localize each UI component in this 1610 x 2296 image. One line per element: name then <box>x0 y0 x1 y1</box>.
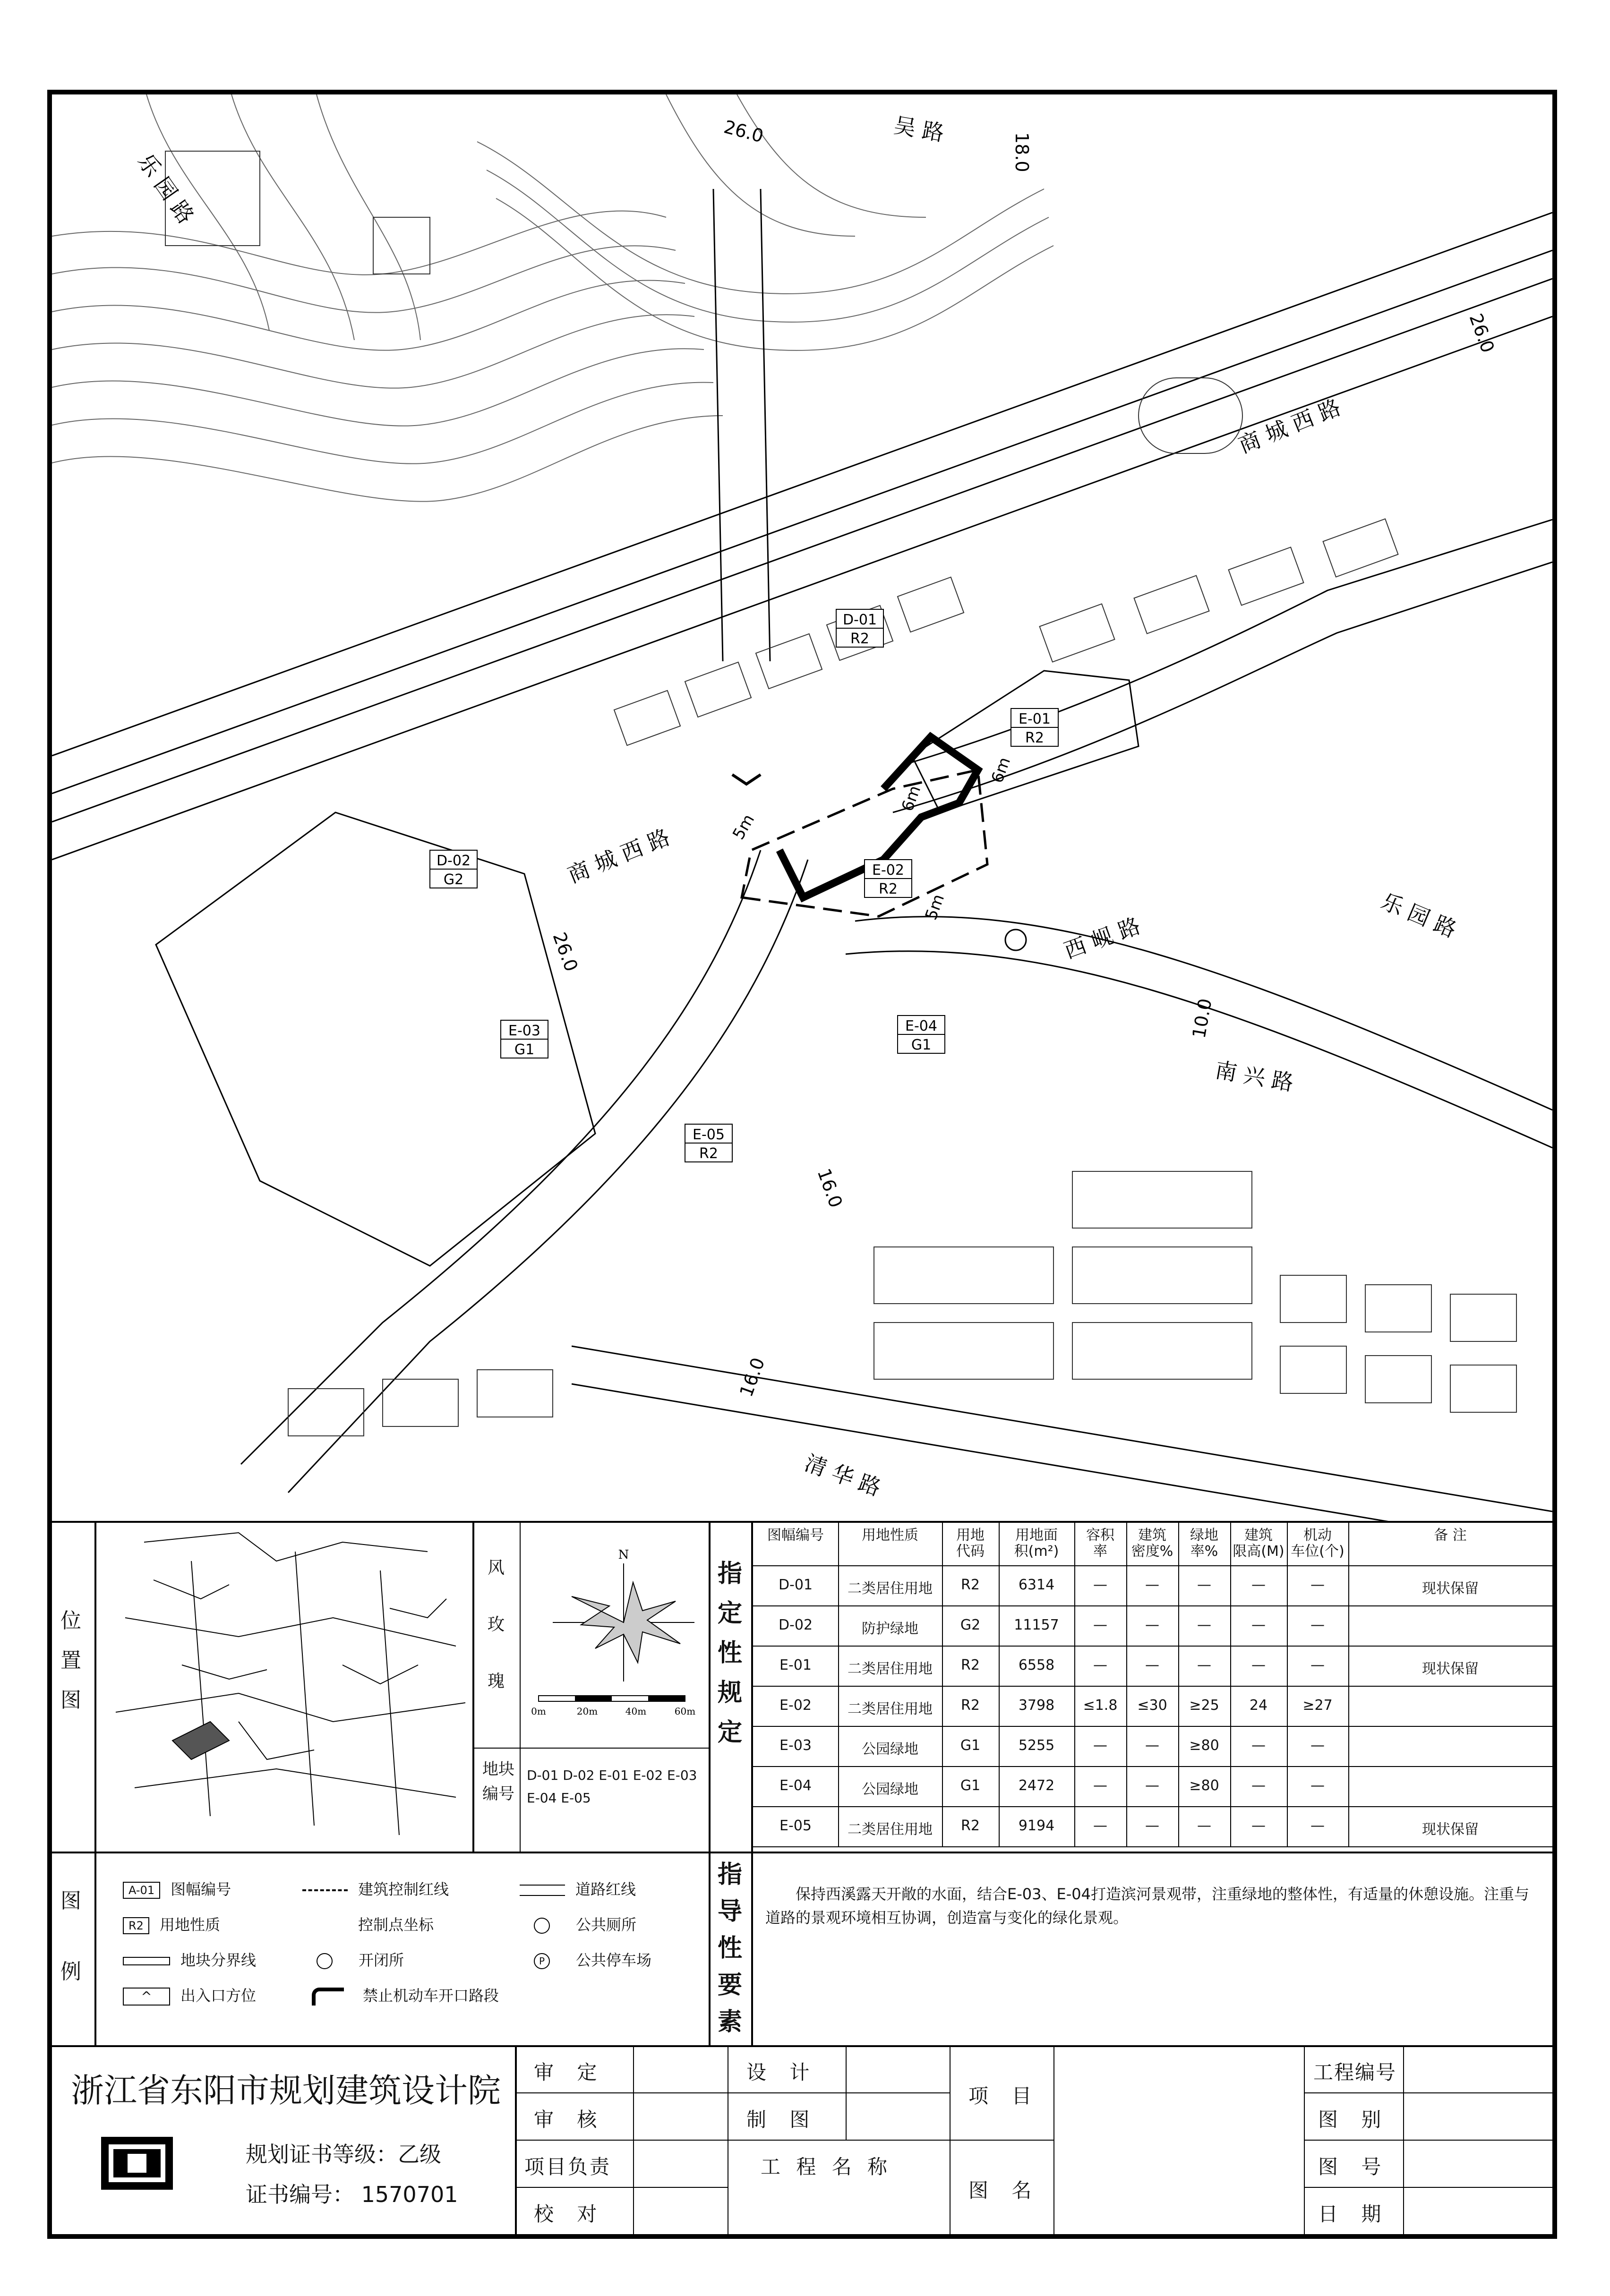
tb-row-1 <box>515 2092 950 2093</box>
table-cell: — <box>1145 1617 1159 1633</box>
table-cell: — <box>1093 1577 1107 1593</box>
tb-row-2 <box>515 2140 1053 2141</box>
table-cell: D-02 <box>778 1617 813 1633</box>
wind-rose <box>524 1526 709 1743</box>
table-cell: G1 <box>960 1777 981 1794</box>
svg-text:G1: G1 <box>911 1037 932 1053</box>
table-col-line <box>1230 1523 1231 1846</box>
table-cell: ≥80 <box>1189 1777 1219 1794</box>
table-col-line <box>1348 1523 1349 1846</box>
table-cell: G1 <box>960 1737 981 1754</box>
scale-bar <box>531 1696 695 1717</box>
road-label-qinghua: 清 华 路 <box>801 1450 884 1501</box>
table-cell: ≤30 <box>1137 1697 1167 1714</box>
table-cell: R2 <box>961 1657 980 1673</box>
svg-text:E-03: E-03 <box>508 1023 540 1039</box>
tb-divider-5 <box>950 2045 951 2236</box>
legend-entrance: ^ 出入口方位 <box>123 1984 256 2006</box>
table-cell: 6558 <box>1018 1657 1055 1673</box>
tb-row-3 <box>515 2187 728 2188</box>
parcel-list-divider <box>472 1748 709 1749</box>
table-cell: 现状保留 <box>1422 1821 1479 1838</box>
svg-text:20m: 20m <box>576 1706 598 1717</box>
table-cell: — <box>1310 1577 1325 1593</box>
wind-rose-label: 风 玫 瑰 <box>487 1558 505 1691</box>
tb-project-name: 工 程 名 称 <box>761 2155 892 2178</box>
svg-text:E-05: E-05 <box>693 1127 725 1143</box>
table-cell: — <box>1093 1818 1107 1834</box>
tb-row-5 <box>1304 2140 1552 2141</box>
institute-name: 浙江省东阳市规划建筑设计院 <box>71 2071 501 2110</box>
location-inset-svg <box>97 1523 470 1849</box>
svg-text:R2: R2 <box>699 1145 718 1162</box>
table-cell: 现状保留 <box>1422 1580 1479 1597</box>
table-cell: 防护绿地 <box>862 1621 918 1637</box>
road-labels <box>133 112 1460 1501</box>
road-label-nanxing: 南 兴 路 <box>1213 1057 1296 1096</box>
table-cell: — <box>1197 1577 1211 1593</box>
tb-figure-name: 图 名 <box>968 2179 1040 2202</box>
svg-text:D-02: D-02 <box>436 853 471 869</box>
table-cell: 9194 <box>1018 1818 1055 1834</box>
tb-row-6 <box>1304 2187 1552 2188</box>
table-cell: — <box>1251 1777 1266 1794</box>
svg-text:R2: R2 <box>879 881 898 897</box>
table-cell: — <box>1145 1737 1159 1754</box>
table-cell: ≥27 <box>1302 1697 1333 1714</box>
table-row-line <box>753 1806 1552 1807</box>
table-cell: E-05 <box>779 1818 812 1834</box>
table-header-cell: 机动 车位(个) <box>1291 1527 1345 1560</box>
table-cell: E-02 <box>779 1697 812 1714</box>
svg-text:10.0: 10.0 <box>1188 997 1216 1040</box>
tb-category: 图 别 <box>1318 2108 1390 2131</box>
cert-level: 规划证书等级：乙级 <box>246 2142 441 2167</box>
map-svg <box>52 94 1552 1521</box>
tb-divider-6 <box>1053 2045 1054 2236</box>
parcel-list-label: 地块 编号 <box>482 1760 514 1803</box>
switching-station-icon <box>317 1953 333 1969</box>
legend-top-line <box>52 1852 1552 1853</box>
table-cell: 二类居住用地 <box>848 1821 933 1838</box>
legend-sheet-number: A-01 图幅编号 <box>123 1878 231 1899</box>
table-cell: — <box>1197 1617 1211 1633</box>
legend-land-use: R2 用地性质 <box>123 1913 220 1935</box>
svg-text:6m: 6m <box>987 754 1015 786</box>
table-cell: 公园绿地 <box>862 1741 918 1758</box>
table-col-line <box>1074 1523 1075 1846</box>
svg-text:16.0: 16.0 <box>736 1355 769 1400</box>
table-header-cell: 用地面 积(m²) <box>1014 1527 1059 1560</box>
table-cell: ≥80 <box>1189 1737 1219 1754</box>
table-cell: — <box>1310 1818 1325 1834</box>
table-cell: 二类居住用地 <box>848 1661 933 1677</box>
tb-divider-1 <box>515 2045 517 2236</box>
table-cell: — <box>1251 1737 1266 1754</box>
table-cell: — <box>1251 1657 1266 1673</box>
tb-project-lead: 项目负责 <box>524 2155 612 2178</box>
table-cell: — <box>1145 1777 1159 1794</box>
parcel-tag-e05 <box>685 1124 732 1162</box>
tb-divider-8 <box>1403 2045 1404 2236</box>
width-labels <box>549 116 1499 1400</box>
svg-text:16.0: 16.0 <box>813 1166 847 1211</box>
table-header-cell: 用地 代码 <box>956 1527 985 1560</box>
svg-text:E-01: E-01 <box>1019 711 1051 727</box>
parcel-tag-e02 <box>865 860 912 897</box>
regulation-table <box>753 1523 1552 1850</box>
toilet-icon <box>534 1918 550 1934</box>
tb-design: 设 计 <box>746 2061 818 2084</box>
tb-project: 项 目 <box>968 2084 1040 2108</box>
buildings <box>165 151 1516 1436</box>
table-cell: E-01 <box>779 1657 812 1673</box>
tb-project-no: 工程编号 <box>1313 2061 1397 2084</box>
table-cell: R2 <box>961 1697 980 1714</box>
table-row-line <box>753 1646 1552 1647</box>
table-col-line <box>1126 1523 1127 1846</box>
svg-text:26.0: 26.0 <box>548 930 582 974</box>
table-cell: — <box>1093 1657 1107 1673</box>
svg-text:6m: 6m <box>898 783 925 814</box>
tb-row-4 <box>1304 2092 1552 2093</box>
svg-text:G2: G2 <box>443 871 464 888</box>
institute-logo <box>99 2135 175 2192</box>
svg-text:26.0: 26.0 <box>721 116 766 147</box>
table-cell: R2 <box>961 1577 980 1593</box>
svg-text:R2: R2 <box>850 631 869 647</box>
parcel-tag-e03 <box>501 1020 548 1058</box>
table-cell: — <box>1093 1617 1107 1633</box>
tb-divider-7 <box>1304 2045 1305 2236</box>
table-cell: — <box>1310 1657 1325 1673</box>
table-row-line <box>753 1686 1552 1687</box>
table-cell: — <box>1310 1737 1325 1754</box>
cert-number: 证书编号： 1570701 <box>246 2182 458 2207</box>
table-row-line <box>753 1726 1552 1727</box>
legend-parcel-boundary: 地块分界线 <box>123 1948 256 1970</box>
table-col-line <box>942 1523 943 1846</box>
contour-lines <box>52 94 1053 502</box>
table-cell: D-01 <box>778 1577 813 1593</box>
tb-check: 校 对 <box>534 2202 606 2226</box>
table-cell: 2472 <box>1018 1777 1055 1794</box>
table-cell: E-03 <box>779 1737 812 1754</box>
table-header-cell: 建筑 限高(M) <box>1233 1527 1285 1560</box>
table-cell: — <box>1310 1777 1325 1794</box>
table-cell: 3798 <box>1018 1697 1055 1714</box>
tb-approve: 审 定 <box>534 2061 606 2084</box>
table-header-cell: 建筑 密度% <box>1131 1527 1173 1560</box>
site-location-highlight <box>172 1722 229 1759</box>
parcel-tag-e01 <box>1011 708 1058 746</box>
table-header-cell: 用地性质 <box>862 1527 918 1544</box>
parking-icon: P <box>534 1953 550 1969</box>
table-col-line <box>999 1523 1000 1846</box>
table-cell: ≥25 <box>1189 1697 1219 1714</box>
legend-no-vehicle-opening: 禁止机动车开口路段 <box>302 1984 499 2006</box>
entrance-icon: ^ <box>123 1988 170 2006</box>
location-wind-divider <box>472 1521 474 1852</box>
road-label-leyuan-e: 乐 园 路 <box>1377 888 1460 943</box>
table-cell: — <box>1251 1617 1266 1633</box>
svg-text:G1: G1 <box>514 1041 535 1058</box>
wind-rose-svg <box>524 1526 709 1743</box>
table-cell: 11157 <box>1014 1617 1059 1633</box>
svg-text:R2: R2 <box>1025 730 1044 746</box>
svg-text:E-02: E-02 <box>872 862 904 879</box>
title-block-top-line <box>52 2045 1552 2047</box>
north-label: N <box>618 1548 629 1562</box>
legend-public-parking: P 公共停车场 <box>520 1948 651 1970</box>
tb-date: 日 期 <box>1318 2202 1390 2226</box>
parcel-tag-d02 <box>430 850 477 888</box>
table-cell: 24 <box>1249 1697 1268 1714</box>
wind-label-divider <box>520 1521 521 1852</box>
mandatory-regulation-label: 指 定 性 规 定 <box>717 1559 742 1747</box>
table-cell: E-04 <box>779 1777 812 1794</box>
location-inset-map[interactable] <box>97 1523 470 1849</box>
legend-road-red-line: 道路红线 <box>520 1878 636 1899</box>
svg-text:40m: 40m <box>625 1706 647 1717</box>
svg-text:E-04: E-04 <box>905 1018 937 1034</box>
table-cell: — <box>1310 1617 1325 1633</box>
svg-text:26.0: 26.0 <box>1465 311 1499 356</box>
table-cell: 二类居住用地 <box>848 1701 933 1717</box>
table-cell: 5255 <box>1018 1737 1055 1754</box>
legend-label: 图 例 <box>60 1889 81 1984</box>
table-cell: — <box>1093 1777 1107 1794</box>
table-cell: G2 <box>960 1617 981 1633</box>
road-label-shangcheng-west: 商 城 西 路 <box>564 824 674 888</box>
table-cell: — <box>1197 1818 1211 1834</box>
parcel-boundaries <box>156 671 1139 1266</box>
svg-text:0m: 0m <box>531 1706 546 1717</box>
table-row-line <box>753 1766 1552 1767</box>
legend-control-point: 控制点坐标 <box>358 1916 434 1934</box>
legend-switching-station: 开闭所 <box>302 1948 404 1970</box>
table-col-line <box>1287 1523 1288 1846</box>
legend-building-control-line: 建筑控制红线 <box>302 1878 449 1899</box>
svg-text:D-01: D-01 <box>842 612 877 628</box>
table-row-line <box>753 1605 1552 1606</box>
guidance-label: 指 导 性 要 素 <box>717 1860 742 2036</box>
table-col-line <box>1178 1523 1179 1846</box>
table-header-cell: 图幅编号 <box>767 1527 824 1544</box>
table-cell: — <box>1145 1818 1159 1834</box>
table-cell: — <box>1145 1657 1159 1673</box>
table-cell: ≤1.8 <box>1083 1697 1118 1714</box>
road-label-leyuan-nw: 乐 园 路 <box>132 149 199 229</box>
road-label-wu: 吴 路 <box>892 112 946 146</box>
guidance-text: 保持西溪露天开敞的水面，结合E-03、E-04打造滨河景观带，注重绿地的整体性，有适量的休憩设施。注重与道路的景观环境相互协调，创造富与变化的绿化景观。 <box>765 1885 1529 1927</box>
legend-public-toilet: 公共厕所 <box>520 1913 636 1935</box>
left-label-divider <box>94 1521 96 2045</box>
public-toilet-icon <box>1005 930 1026 950</box>
svg-text:5m: 5m <box>729 811 759 843</box>
table-cell: 6314 <box>1018 1577 1055 1593</box>
table-cell: — <box>1093 1737 1107 1754</box>
road-label-xixian: 西 岘 路 <box>1061 913 1144 964</box>
tb-drawing: 制 图 <box>746 2108 818 2131</box>
tb-review: 审 核 <box>534 2108 606 2131</box>
tb-divider-2 <box>633 2045 634 2236</box>
table-cell: — <box>1145 1577 1159 1593</box>
table-cell: 二类居住用地 <box>848 1580 933 1597</box>
table-cell: 公园绿地 <box>862 1781 918 1798</box>
table-cell: — <box>1251 1577 1266 1593</box>
svg-text:60m: 60m <box>674 1706 696 1717</box>
svg-text:18.0: 18.0 <box>1011 132 1032 172</box>
table-cell: — <box>1197 1657 1211 1673</box>
table-row-line <box>753 1565 1552 1566</box>
parcel-tag-d01 <box>836 609 883 647</box>
table-header-cell: 备 注 <box>1434 1527 1467 1544</box>
table-cell: 现状保留 <box>1422 1661 1479 1677</box>
map-area[interactable] <box>52 94 1552 1521</box>
parcel-tag-e04 <box>898 1016 945 1053</box>
table-cell: — <box>1251 1818 1266 1834</box>
table-cell: R2 <box>961 1818 980 1834</box>
entrance-marker-icon <box>732 775 761 784</box>
location-map-label: 位 置 图 <box>60 1609 81 1712</box>
table-header-cell: 绿地 率% <box>1190 1527 1218 1560</box>
road-label-shangcheng-east: 商 城 西 路 <box>1234 394 1345 459</box>
tb-figure-no: 图 号 <box>1318 2155 1390 2178</box>
table-row-line <box>753 1846 1552 1847</box>
svg-text:5m: 5m <box>921 891 949 923</box>
table-header-cell: 容积 率 <box>1086 1527 1114 1560</box>
wind-table-divider <box>709 1521 711 2045</box>
parcel-list: D-01 D-02 E-01 E-02 E-03 E-04 E-05 <box>527 1767 697 1806</box>
